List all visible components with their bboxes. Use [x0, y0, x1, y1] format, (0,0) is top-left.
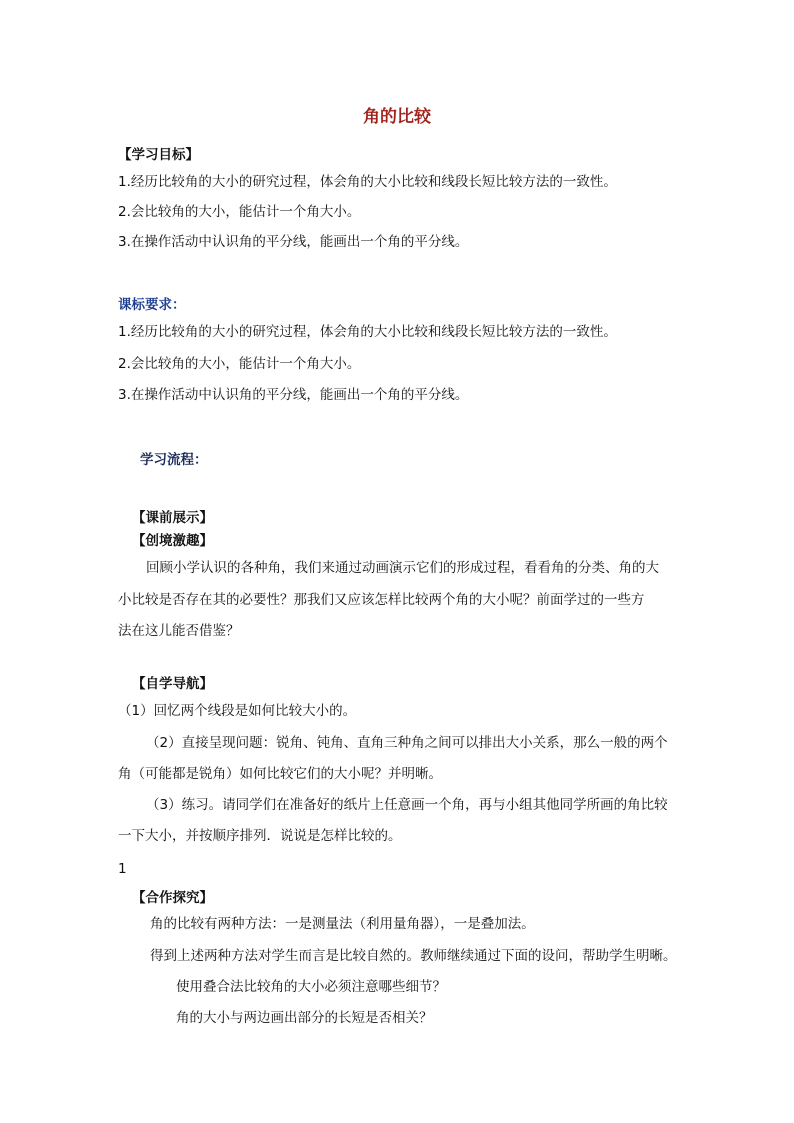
- objective-item: 1.经历比较角的大小的研究过程，体会角的大小比较和线段长短比较方法的一致性。: [118, 174, 617, 190]
- objective-item: 2.会比较角的大小，能估计一个角大小。: [118, 204, 361, 220]
- standard-item: 2.会比较角的大小，能估计一个角大小。: [118, 356, 361, 372]
- selfstudy-line: （3）练习。请同学们在准备好的纸片上任意画一个角，再与小组其他同学所画的角比较: [146, 797, 668, 813]
- selfstudy-line: （1）回忆两个线段是如何比较大小的。: [118, 703, 357, 719]
- process-heading: 学习流程：: [140, 452, 208, 468]
- standard-item: 3.在操作活动中认识角的平分线，能画出一个角的平分线。: [118, 387, 469, 403]
- situation-line: 回顾小学认识的各种角，我们来通过动画演示它们的形成过程，看看角的分类、角的大: [146, 560, 659, 576]
- situation-line: 小比较是否存在其的必要性？那我们又应该怎样比较两个角的大小呢？前面学过的一些方: [118, 592, 645, 608]
- cooperate-heading: 【合作探究】: [132, 890, 213, 906]
- selfstudy-line: 角（可能都是锐角）如何比较它们的大小呢？并明晰。: [118, 766, 442, 782]
- selfstudy-heading: 【自学导航】: [132, 676, 213, 692]
- cooperate-line: 使用叠合法比较角的大小必须注意哪些细节？: [176, 979, 446, 995]
- selfstudy-line: （2）直接呈现问题：锐角、钝角、直角三种角之间可以排出大小关系，那么一般的两个: [146, 735, 668, 751]
- page-title: 角的比较: [363, 107, 431, 127]
- situation-line: 法在这儿能否借鉴？: [118, 623, 240, 639]
- standards-heading: 课标要求：: [118, 297, 186, 313]
- objective-item: 3.在操作活动中认识角的平分线，能画出一个角的平分线。: [118, 234, 469, 250]
- cooperate-line: 角的大小与两边画出部分的长短是否相关？: [176, 1010, 433, 1026]
- situation-heading: 【创境激趣】: [132, 533, 213, 549]
- page-number: 1: [118, 861, 127, 877]
- preview-heading: 【课前展示】: [132, 510, 213, 526]
- cooperate-line: 得到上述两种方法对学生而言是比较自然的。教师继续通过下面的设问，帮助学生明晰。: [150, 948, 677, 964]
- standard-item: 1.经历比较角的大小的研究过程，体会角的大小比较和线段长短比较方法的一致性。: [118, 324, 617, 340]
- objectives-heading: 【学习目标】: [118, 147, 199, 163]
- cooperate-line: 角的比较有两种方法：一是测量法（利用量角器），一是叠加法。: [150, 916, 535, 932]
- selfstudy-line: 一下大小，并按顺序排列．说说是怎样比较的。: [118, 828, 402, 844]
